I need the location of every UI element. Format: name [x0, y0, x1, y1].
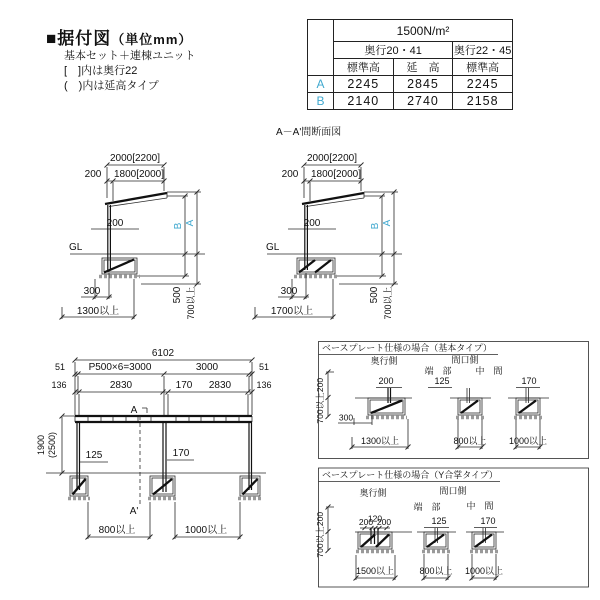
table-cell: 2245 — [453, 76, 513, 93]
baseplate-basic-box — [315, 341, 590, 460]
gl-label: GL — [69, 242, 83, 253]
table-cell: 2740 — [393, 93, 453, 110]
subtitle-line: 基本セット＋連棟ユニット — [64, 50, 196, 62]
table-col-header: 標準高 — [334, 59, 394, 76]
sub-label-mid: 中 間 — [466, 501, 494, 511]
dim-label: 125 — [85, 450, 103, 461]
baseplate-basic-title: ベースプレート仕様の場合（基本タイプ） — [322, 343, 492, 353]
dim-label: 800以上 — [98, 525, 136, 536]
dim-label: 2000[2200] — [306, 153, 358, 164]
page-title — [46, 24, 196, 49]
dim-label: 125 — [431, 516, 447, 526]
dim-label: 300 — [280, 286, 298, 297]
plan-view-lines — [46, 358, 266, 540]
dim-label: 170 — [480, 516, 496, 526]
sub-label-mid: 中 間 — [475, 366, 503, 376]
table-cell: 2158 — [453, 93, 513, 110]
dim-label: 136 — [256, 380, 272, 390]
dim-label: 500 — [369, 286, 380, 304]
dim-label: 200 — [376, 517, 392, 527]
dim-label: 2830 — [109, 380, 133, 391]
dim-label: 170 — [175, 380, 193, 391]
side-label-front: 間口側 — [451, 355, 479, 365]
page-title-unit: （単位mm） — [111, 32, 193, 47]
dim-label: 1900 — [36, 434, 46, 456]
table-cell: 2245 — [334, 76, 394, 93]
plan-view — [30, 340, 330, 565]
dim-label: 700以上 — [315, 526, 325, 558]
table-col-header: 延 高 — [393, 59, 453, 76]
dim-label-a: A — [382, 219, 393, 227]
subtitle-line: [ ]内は奥行22 — [64, 65, 138, 77]
dim-label: 1700以上 — [270, 306, 314, 317]
dim-label: 300 — [83, 286, 101, 297]
dim-label-a: A — [185, 219, 196, 227]
dim-label: 1800[2000] — [310, 169, 362, 180]
dim-label: 500 — [172, 286, 183, 304]
page-title-text: ■据付図 — [46, 29, 112, 48]
dim-label: 700以上 — [186, 286, 196, 320]
title-block — [46, 24, 196, 94]
side-label-front: 間口側 — [439, 486, 467, 496]
dim-label: 125 — [434, 376, 450, 386]
dim-label: 170 — [172, 448, 190, 459]
dim-label: 1300以上 — [76, 306, 120, 317]
dim-label: 136 — [51, 380, 67, 390]
dim-label: P500×6=3000 — [88, 362, 152, 373]
baseplate-y-title: ベースプレート仕様の場合（Y合掌タイプ） — [322, 470, 498, 480]
row-label-b: B — [308, 93, 334, 110]
dim-label: 120 — [367, 513, 383, 524]
side-label-depth: 奥行側 — [359, 488, 387, 498]
table-row — [308, 93, 513, 110]
sub-label-end: 端 部 — [413, 502, 441, 512]
table-load-header: 1500N/m² — [334, 20, 513, 42]
table-cell: 2845 — [393, 76, 453, 93]
dim-label: 200 — [315, 377, 325, 393]
table-depth-group: 奥行20・41 — [334, 42, 453, 59]
dim-label: 300 — [338, 412, 354, 423]
dim-label-b: B — [173, 222, 184, 230]
dim-label: 200 — [358, 517, 374, 527]
section-marker-a: A — [130, 405, 138, 416]
dim-label: 170 — [521, 376, 537, 386]
dim-label: 200 — [315, 511, 325, 527]
dim-label: 800以上 — [453, 436, 487, 446]
dim-label: 1000以上 — [508, 436, 548, 446]
table-corner-cell — [308, 20, 334, 76]
row-label-a: A — [308, 76, 334, 93]
dim-label: 51 — [54, 362, 66, 372]
subtitle-line: ( )内は延高タイプ — [64, 80, 159, 92]
dim-label: 200 — [84, 169, 102, 180]
cross-section-right — [252, 148, 422, 333]
baseplate-y-box — [315, 466, 590, 590]
dim-label: 1800[2000] — [113, 169, 165, 180]
spec-table — [307, 19, 513, 110]
dim-label: (2500) — [47, 431, 57, 459]
table-depth-group: 奥行22・45 — [453, 42, 513, 59]
side-label-depth: 奥行側 — [370, 356, 398, 366]
dim-label: 51 — [258, 362, 270, 372]
section-caption: A－A'間断面図 — [276, 127, 342, 138]
dim-label: 2830 — [208, 380, 232, 391]
dim-label: 200 — [378, 376, 394, 386]
dim-label: 1500以上 — [355, 566, 395, 576]
dim-label: 2000[2200] — [109, 153, 161, 164]
dim-label: 700以上 — [383, 286, 393, 320]
dim-label: 700以上 — [315, 392, 325, 424]
dim-label: 200 — [106, 218, 124, 229]
cross-section-left-lines — [60, 163, 206, 320]
dim-label-b: B — [370, 222, 381, 230]
dim-label: 1000以上 — [464, 566, 504, 576]
table-col-header: 標準高 — [453, 59, 513, 76]
dim-label: 1300以上 — [360, 436, 400, 446]
dim-label: 1000以上 — [184, 525, 228, 536]
dim-label: 200 — [281, 169, 299, 180]
table-row — [308, 76, 513, 93]
dim-label: 6102 — [151, 348, 175, 359]
section-marker-a-prime: A' — [129, 506, 139, 517]
gl-label: GL — [266, 242, 280, 253]
table-cell: 2140 — [334, 93, 394, 110]
cross-section-left — [55, 148, 225, 333]
dim-label: 200 — [303, 218, 321, 229]
dim-label: 3000 — [195, 362, 219, 373]
sub-label-end: 端 部 — [424, 366, 452, 376]
dim-label: 800以上 — [419, 566, 453, 576]
